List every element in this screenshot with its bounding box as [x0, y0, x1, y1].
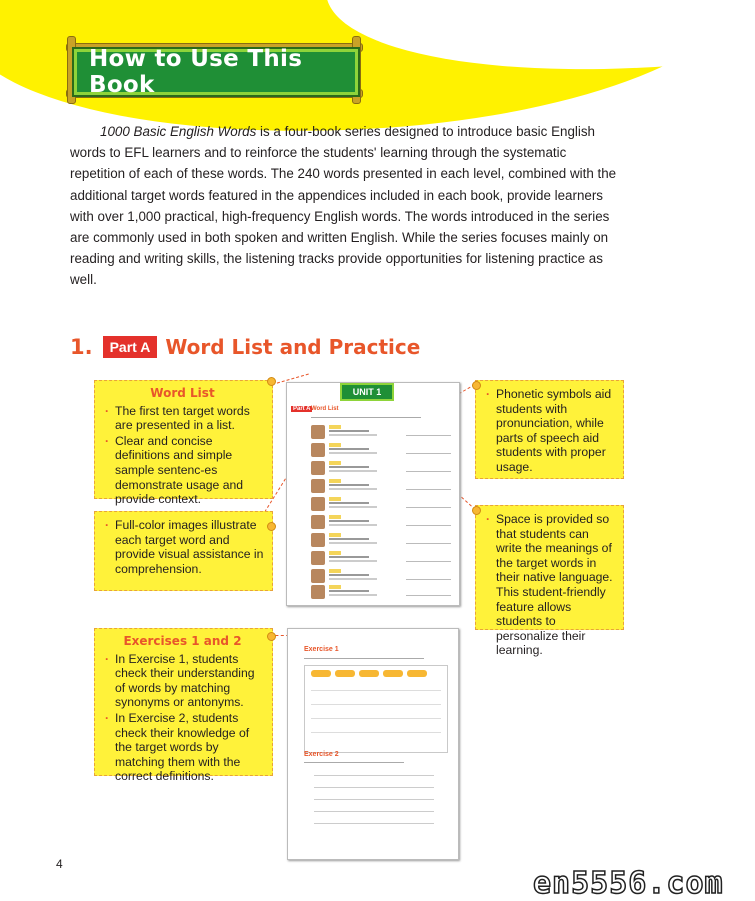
note-word-list: [94, 380, 273, 507]
pin-icon: [472, 506, 481, 515]
section-heading: [70, 335, 420, 359]
section-title: Word List and Practice: [165, 335, 421, 359]
note-item: · In Exercise 1, students check their understanding of words by matching synonyms or antonyms.: [115, 652, 264, 710]
note-images: [94, 511, 273, 591]
title-board: [74, 46, 358, 98]
mini-instruction: [304, 762, 404, 763]
mini-word-row: [311, 425, 461, 441]
mini-match-line: [314, 823, 434, 824]
mini-match-line: [314, 787, 434, 788]
note-item: · Clear and concise definitions and simple sample sentenc-es demonstrate usage and provide context.: [115, 434, 264, 507]
pin-icon: [267, 632, 276, 641]
mini-word-row: [311, 533, 461, 549]
mini-match-line: [314, 799, 434, 800]
mini-word-row: [311, 443, 461, 459]
mini-exercise1-title: Exercise 1: [304, 646, 339, 653]
mini-word-row: [311, 551, 461, 567]
book-title: 1000 Basic English Words: [100, 124, 257, 139]
mini-match-line: [314, 811, 434, 812]
pin-icon: [267, 522, 276, 531]
mini-word-row: [311, 461, 461, 477]
mini-instruction: [304, 658, 424, 659]
note-item: · The first ten target words are presented in a list.: [115, 404, 264, 433]
page-number: 4: [56, 857, 63, 871]
unit-banner: UNIT 1: [340, 383, 394, 401]
mini-part-tag: Part A: [293, 406, 311, 412]
mini-word-row: [311, 515, 461, 531]
mini-word-row: [311, 497, 461, 513]
note-item: · In Exercise 2, students check their knowledge of the target words by matching them with the correct definitions.: [115, 711, 264, 784]
mini-word-row: [311, 479, 461, 495]
note-item: · Space is provided so that students can write the meanings of the target words in their native language. This student-friendly feature allows students to personalize their learning.: [496, 512, 617, 658]
section-number: 1.: [70, 335, 93, 359]
watermark: en5556.com: [533, 866, 724, 901]
mini-match-line: [314, 775, 434, 776]
mini-instruction: [311, 417, 421, 418]
note-title: Exercises 1 and 2: [123, 634, 242, 648]
mini-exercise1-grid: [304, 665, 448, 753]
note-item: · Phonetic symbols aid students with pronunciation, while parts of speech aid students with proper usage.: [496, 387, 615, 475]
mini-word-row: [311, 585, 461, 601]
pin-icon: [472, 381, 481, 390]
part-tag: Part A: [103, 336, 158, 358]
sample-page-exercises: [287, 628, 459, 860]
note-item: · Full-color images illustrate each target word and provide visual assistance in comprehension.: [115, 518, 264, 576]
mini-word-row: [311, 569, 461, 585]
mini-list-title: Word List: [311, 406, 339, 412]
pin-icon: [267, 377, 276, 386]
note-title: Word List: [150, 386, 215, 400]
note-space: [475, 505, 624, 658]
page-title: How to Use This Book: [89, 46, 303, 98]
note-phonetic: [475, 380, 624, 479]
sample-page-word-list: [286, 382, 460, 606]
intro-text: is a four-book series designed to introduce basic English words to EFL learners and to reinforce the students' learning through the systematic repetition of each of these words. The 240 words presented in each level, combined with the additional target words featured in the appendices included in each book, provide learners with over 1,000 practical, high-frequency English words. The words introduced in the series are commonly used in both spoken and written English. While the series focuses mainly on reading and writing skills, the listening tracks provide opportunities for listening practice as well.: [70, 124, 617, 288]
mini-exercise2-title: Exercise 2: [304, 751, 339, 758]
intro-paragraph: [70, 121, 625, 291]
note-exercises: [94, 628, 273, 784]
